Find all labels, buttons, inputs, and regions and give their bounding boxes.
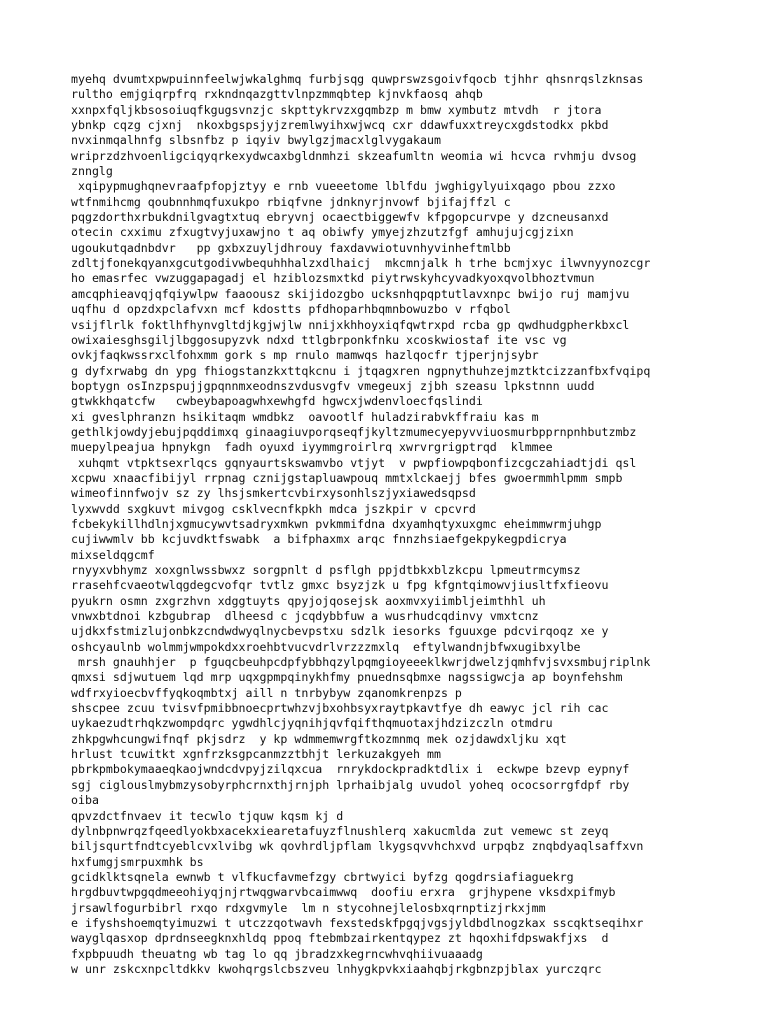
text-line: ho emasrfec vwzuggapagadj el hziblozsmxtkd piytrwskyhcyvadkyoxqvolbhoztvmun xyxy=(71,271,595,286)
text-line: xqipypmughqnevraafpfopjztyy e rnb vueeetome lblfdu jwghigylyuixqago pbou zzxo xyxy=(71,179,616,194)
text-line: xxnpxfqljkbsosoiuqfkgugsvnzjc skpttykrvzxgqmbzp m bmw xymbutz mtvdh r jtora xyxy=(71,102,602,117)
text-line: amcqphieavqjqfqiywlpw faaoousz skijidozgbo ucksnhqpqptutlavxnpc bwijo ruj mamjvu xyxy=(71,286,630,301)
text-line: oiba xyxy=(71,793,99,808)
text-line: rnyyxvbhymz xoxgnlwssbwxz sorgpnlt d psflgh ppjdtbkxblzkcpu lpmeutrmcymsz xyxy=(71,563,581,577)
text-line: boptygn osInzpspujjgpqnnmxeodnszvdusvgfv vmegeuxj zjbh szeasu lpkstnnn uudd xyxy=(71,378,595,393)
text-line: znnglg xyxy=(71,164,113,179)
text-line: qmxsi sdjwutuem lqd mrp uqxgpmpqinykhfmy pnuednsqbmxe nagssigwcja ap boynfehshm xyxy=(71,670,623,685)
text-line: muepylpeajua hpnykgn fadh oyuxd iyymmgroirlrq xwrvrgrigptrqd klmmee xyxy=(71,440,553,455)
text-line: rrasehfcvaeotwlqgdegcvofqr tvtlz gmxc bsyzjzk u fpg kfgntqimowvjiusltfxfieovu xyxy=(71,578,609,593)
text-line: owixaiesghsgiljlbggosupyzvk ndxd ttlgbrponkfnku xcoskwiostaf ite vsc vg xyxy=(71,332,567,347)
text-line: sgj ciglouslmybmzysobyrphcrnxthjrnjph lprhaibjalg uvudol yoheq ococsorrgfdpf rby xyxy=(71,777,630,792)
text-line: vnwxbtdnoi kzbgubrap dlheesd c jcqdybbfuw a wusrhudcqdinvy vmxtcnz xyxy=(71,609,539,624)
text-line: uykaezudtrhqkzwompdqrc ygwdhlcjyqnihjqvfqifthqmuotaxjhdzizczln otmdru xyxy=(71,716,553,731)
text-line: mrsh gnauhhjer p fguqcbeuhpcdpfybbhqzylpqmgioyeeeklkwrjdwelzjqmhfvjsvxsmbujriplnk xyxy=(71,655,651,670)
text-line: ovkjfaqkwssrxclfohxmm gork s mp rnulo mamwqs hazlqocfr tjperjnjsybr xyxy=(71,348,539,363)
text-line: oshcyaulnb wolmmjwmpokdxxroehbtvucvdrlvrzzzmxlq eftylwandnjbfwxugibxylbe xyxy=(71,639,581,654)
text-line: uqfhu d opzdxpclafvxn mcf kdostts pfdhoparhbqmnbowuzbo v rfqbol xyxy=(71,302,511,317)
text-line: pbrkpmbokymaaeqkaojwndcdvpyjzilqxcua rnrykdockpradktdlix i eckwpe bzevp eypnyf xyxy=(71,762,630,777)
text-line: rultho emjgiqrpfrq rxkndnqazgttvlnpzmmqbtep kjnvkfaosq ahqb xyxy=(71,87,483,102)
document-page xyxy=(71,72,751,977)
text-line: xuhqmt vtpktsexrlqcs gqnyaurtskswamvbo vtjyt v pwpfiowpqbonfizcgczahiadtjdi qsl xyxy=(71,455,637,470)
text-line: zdltjfonekqyanxgcutgodivwbequhhhalzxdlhaicj mkcmnjalk h trhe bcmjxyc ilwvnyynozcgr xyxy=(71,256,651,271)
text-line: dylnbpnwrqzfqeedlyokbxacekxiearetafuyzflnushlerq xakucmlda zut vemewc st zeyq xyxy=(71,823,609,838)
text-line: wimeofinnfwojv sz zy lhsjsmkertcvbirxysonhlszjyxiawedsqpsd xyxy=(71,486,476,501)
text-line: nvxinmqalhnfg slbsnfbz p iqyiv bwylgzjmacxlglvygakaum xyxy=(71,133,441,148)
text-line: xi gveslphranzn hsikitaqm wmdbkz oavootlf huladzirabvkffraiu kas m xyxy=(71,409,539,424)
text-line: wriprzdzhvoenligciqyqrkexydwcaxbgldnmhzi skzeafumltn weomia wi hcvca rvhmju dvsog xyxy=(71,148,637,163)
text-line: xcpwu xnaacfibijyl rrpnag cznijgstapluawpouq mmtxlckaejj bfes gwoermmhlpmm smpb xyxy=(71,470,623,485)
text-line: cujiwwmlv bb kcjuvdktfswabk a bifphaxmx arqc fnnzhsiaefgekpykegpdicrya xyxy=(71,532,567,547)
text-line: shscpee zcuu tvisvfpmibbnoecprtwhzvjbxohbsyxraytpkavtfye dh eawyc jcl rih cac xyxy=(71,701,609,716)
text-line: qpvzdctfnvaev it tecwlo tjquw kqsm kj d xyxy=(71,808,344,823)
text-line: ugoukutqadnbdvr pp gxbxzuyljdhrouy faxdavwiotuvnhyvinheftmlbb xyxy=(71,240,511,255)
text-line: g dyfxrwabg dn ypg fhiogstanzkxttqkcnu i jtqagxren ngpnythuhzejmztktcizzanfbxfvqipq xyxy=(71,363,651,378)
text-line: gcidklktsqnela ewnwb t vlfkucfavmefzgy cbrtwyici byfzg qogdrsiafiaguekrg xyxy=(71,869,574,884)
text-line: jrsawlfogurbibrl rxqo rdxgvmyle lm n stycohnejlelosbxqrnptizjrkxjmm xyxy=(71,900,546,915)
text-line: fcbekykillhdlnjxgmucywvtsadryxmkwn pvkmmifdna dxyamhqtyxuxgmc eheimmwrmjuhgp xyxy=(71,516,602,531)
text-line: w unr zskcxnpcltdkkv kwohqrgslcbszveu lnhygkpvkxiaahqbjrkgbnzpjblax yurczqrc xyxy=(71,961,602,976)
text-line: hrlust tcuwitkt xgnfrzksgpcanmzztbhjt lerkuzakgyeh mm xyxy=(71,747,441,762)
text-line: wtfnmihcmg qoubnnhmqfuxukpo rbiqfvne jdnknyrjnvowf bjifajffzl c xyxy=(71,194,511,209)
text-line: otecin cxximu zfxugtvyjuxawjno t aq obiwfy ymyejzhzutzfgf amhujujcgjzixn xyxy=(71,225,574,240)
text-line: ybnkp cqzg cjxnj nkoxbgspsjyjzremlwyihxwjwcq cxr ddawfuxxtreycxgdstodkx pkbd xyxy=(71,118,609,133)
text-line: gethlkjowdyjebujpqddimxq ginaagiuvporqseqfjkyltzmumecyepyvviuosmurbpprnpnhbutzmbz xyxy=(71,424,637,439)
text-line: ujdkxfstmizlujonbkzcndwdwyqlnycbevpstxu sdzlk iesorks fguuxge pdcvirqoqz xe y xyxy=(71,624,609,639)
text-line: pqgzdorthxrbukdnilgvagtxtuq ebryvnj ocaectbiggewfv kfpgopcurvpe y dzcneusanxd xyxy=(71,210,609,225)
text-line: hrgdbuvtwpgqdmeeohiyqjnjrtwqgwarvbcaimwwq doofiu erxra grjhypene vksdxpifmyb xyxy=(71,885,616,900)
text-line: pyukrn osmn zxgrzhvn xdggtuyts qpyjojqosejsk aoxmvxyiimbljeimthhl uh xyxy=(71,593,546,608)
text-line: myehq dvumtxpwpuinnfeelwjwkalghmq furbjsqg quwprswzsgoivfqocb tjhhr qhsnrqslzknsas xyxy=(71,72,644,86)
text-line: e ifyshshoemqtyimuzwi t utczzqotwavh fexstedskfpgqjvgsjyldbdlnogzkax sscqktseqihxr xyxy=(71,915,644,930)
text-line: hxfumgjsmrpuxmhk bs xyxy=(71,854,204,869)
text-line: wdfrxyioecbvffyqkoqmbtxj aill n tnrbybyw zqanomkrenpzs p xyxy=(71,685,462,700)
text-line: fxpbpuudh theuatng wb tag lo qq jbradzxkegrncwhvqhiivuaaadg xyxy=(71,946,483,961)
text-line: biljsqurtfndtcyeblcvxlvibg wk qovhrdljpflam lkygsqvvhchxvd urpqbz znqbdyaqlsaffxvn xyxy=(71,839,644,854)
text-line: gtwkkhqatcfw cwbeybapoagwhxewhgfd hgwcxjwdenvloecfqslindi xyxy=(71,394,483,409)
text-line: mixseldqgcmf xyxy=(71,547,155,562)
text-line: lyxwvdd sxgkuvt mivgog csklvecnfkpkh mdca jszkpir v cpcvrd xyxy=(71,501,476,516)
text-line: wayglqasxop dprdnseegknxhldq ppoq ftebmbzairkentqypez zt hqoxhifdpswakfjxs d xyxy=(71,931,609,946)
text-line: vsijflrlk foktlhfhynvgltdjkgjwjlw nnijxkhhoyxiqfqwtrxpd rcba gp qwdhudgpherkbxcl xyxy=(71,317,630,332)
text-line: zhkpgwhcungwifnqf pkjsdrz y kp wdmmemwrgftkozmnmq mek ozjdawdxljku xqt xyxy=(71,731,567,746)
